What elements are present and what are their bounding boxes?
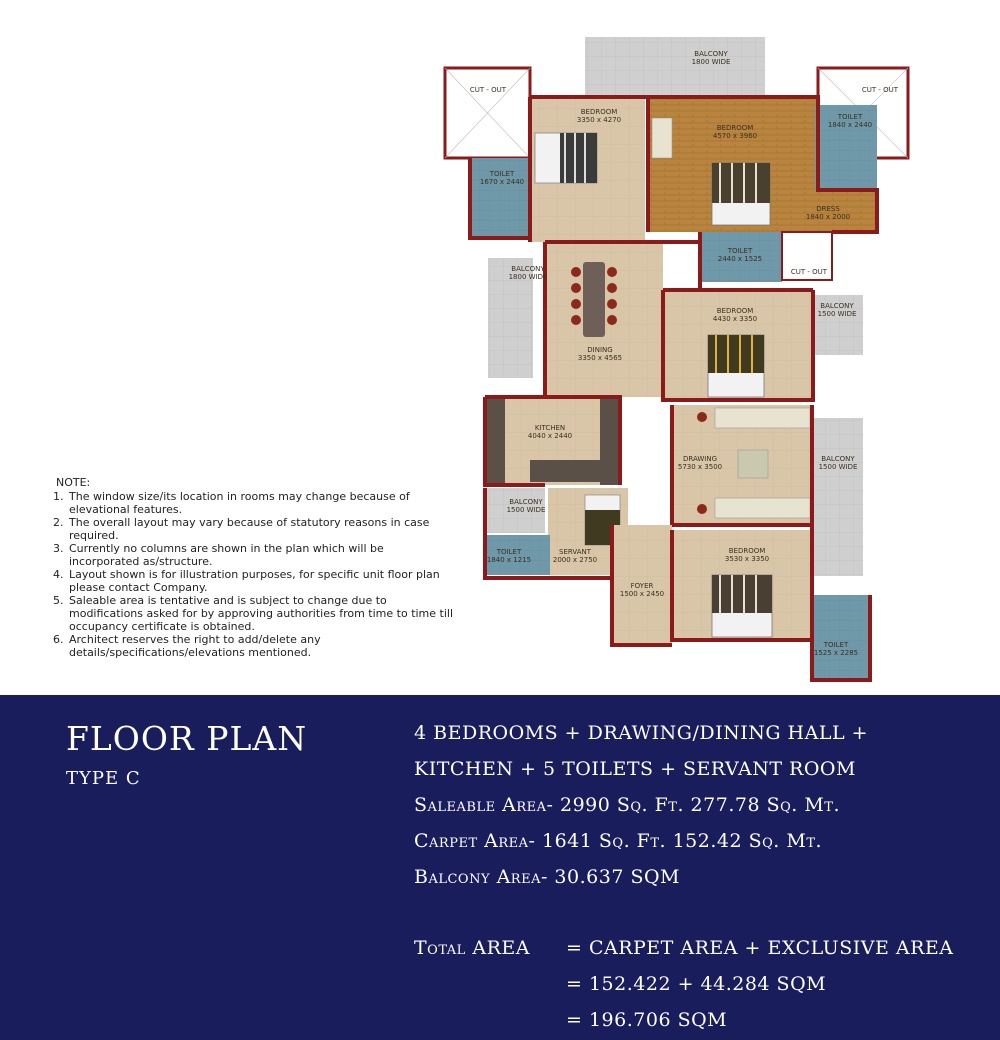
room-label: BALCONY: [694, 50, 728, 58]
room-dimension: 3350 x 4270: [576, 116, 622, 124]
room-dimension: 3530 x 3350: [724, 555, 770, 563]
notes-section: [56, 476, 456, 659]
room-dimension: 4430 x 3350: [712, 315, 758, 323]
room-label: TOILET: [823, 641, 849, 649]
room-label: BEDROOM: [716, 124, 754, 132]
room-dimension: 1525 x 2285: [813, 649, 859, 657]
carpet-area: Carpet Area- 1641 Sq. Ft. 152.42 Sq. Mt.: [414, 830, 823, 852]
room-label: BALCONY: [820, 302, 854, 310]
config-line-1: 4 BEDROOMS + DRAWING/DINING HALL +: [414, 722, 869, 744]
room-label: TOILET: [837, 113, 863, 121]
note-item: 6. Architect reserves the right to add/delete any details/specifications/elevations mentioned.: [67, 633, 456, 659]
room-label: DRESS: [816, 205, 840, 213]
room-label: BALCONY: [509, 498, 543, 506]
room-dimension: 1500 WIDE: [817, 310, 857, 318]
note-item: 2. The overall layout may vary because of statutory reasons in case required.: [67, 516, 456, 542]
total-area-result: = 196.706 SQM: [566, 1009, 728, 1031]
room-dimension: 1500 x 2450: [619, 590, 665, 598]
room-dimension: 3350 x 4565: [577, 354, 623, 362]
room-label: CUT - OUT: [469, 86, 507, 94]
room-dimension: 1800 WIDE: [508, 273, 548, 281]
room-dimension: 1840 x 1215: [486, 556, 532, 564]
note-item: 4. Layout shown is for illustration purposes, for specific unit floor plan please contact Company.: [67, 568, 456, 594]
total-area-label: Total AREA: [414, 937, 530, 959]
note-item: 3. Currently no columns are shown in the plan which will be incorporated as/structure.: [67, 542, 456, 568]
balcony-area: Balcony Area- 30.637 SQM: [414, 866, 680, 888]
info-banner: [0, 695, 1000, 1040]
room-label: CUT - OUT: [861, 86, 899, 94]
room-dimension: 1800 WIDE: [691, 58, 731, 66]
saleable-area: Saleable Area- 2990 Sq. Ft. 277.78 Sq. Mt.: [414, 794, 840, 816]
room-label: BEDROOM: [716, 307, 754, 315]
room-dimension: 1500 WIDE: [506, 506, 546, 514]
floor-plan-drawing: [430, 36, 910, 686]
room-dimension: 4570 x 3960: [712, 132, 758, 140]
room-dimension: 1670 x 2440: [479, 178, 525, 186]
total-area-values: = 152.422 + 44.284 SQM: [566, 973, 827, 995]
right-balcony-2-floor: [813, 418, 863, 576]
note-item: 5. Saleable area is tentative and is subject to change due to modifications asked for by approving authorities from time to time till occupancy certificate is obtained.: [67, 594, 456, 633]
room-label: BEDROOM: [580, 108, 618, 116]
room-dimension: 1840 x 2000: [805, 213, 851, 221]
notes-list: [56, 490, 456, 659]
room-label: BEDROOM: [728, 547, 766, 555]
top-balcony-floor: [585, 37, 765, 97]
room-dimension: 1840 x 2440: [827, 121, 873, 129]
room-label: TOILET: [727, 247, 753, 255]
room-dimension: 5730 x 3500: [677, 463, 723, 471]
page-title: FLOOR PLAN: [66, 719, 308, 758]
room-dimension: 2440 x 1525: [717, 255, 763, 263]
note-item: 1. The window size/its location in rooms may change because of elevational features.: [67, 490, 456, 516]
room-label: SERVANT: [559, 548, 591, 556]
room-dimension: 2000 x 2750: [552, 556, 598, 564]
room-dimension: 4040 x 2440: [527, 432, 573, 440]
room-label: CUT - OUT: [790, 268, 828, 276]
page-subtitle: TYPE C: [66, 768, 141, 789]
total-area-equation: = CARPET AREA + EXCLUSIVE AREA: [566, 937, 954, 959]
toilet-bottom-right-floor: [812, 595, 870, 680]
room-label: BALCONY: [821, 455, 855, 463]
config-line-2: KITCHEN + 5 TOILETS + SERVANT ROOM: [414, 758, 856, 780]
room-dimension: 1500 WIDE: [818, 463, 858, 471]
room-label: FOYER: [630, 582, 654, 590]
room-label: BALCONY: [511, 265, 545, 273]
room-label: TOILET: [496, 548, 522, 556]
notes-heading: NOTE:: [56, 476, 91, 489]
room-label: DINING: [587, 346, 613, 354]
room-label: DRAWING: [682, 455, 718, 463]
room-label: KITCHEN: [534, 424, 566, 432]
room-label: TOILET: [489, 170, 515, 178]
